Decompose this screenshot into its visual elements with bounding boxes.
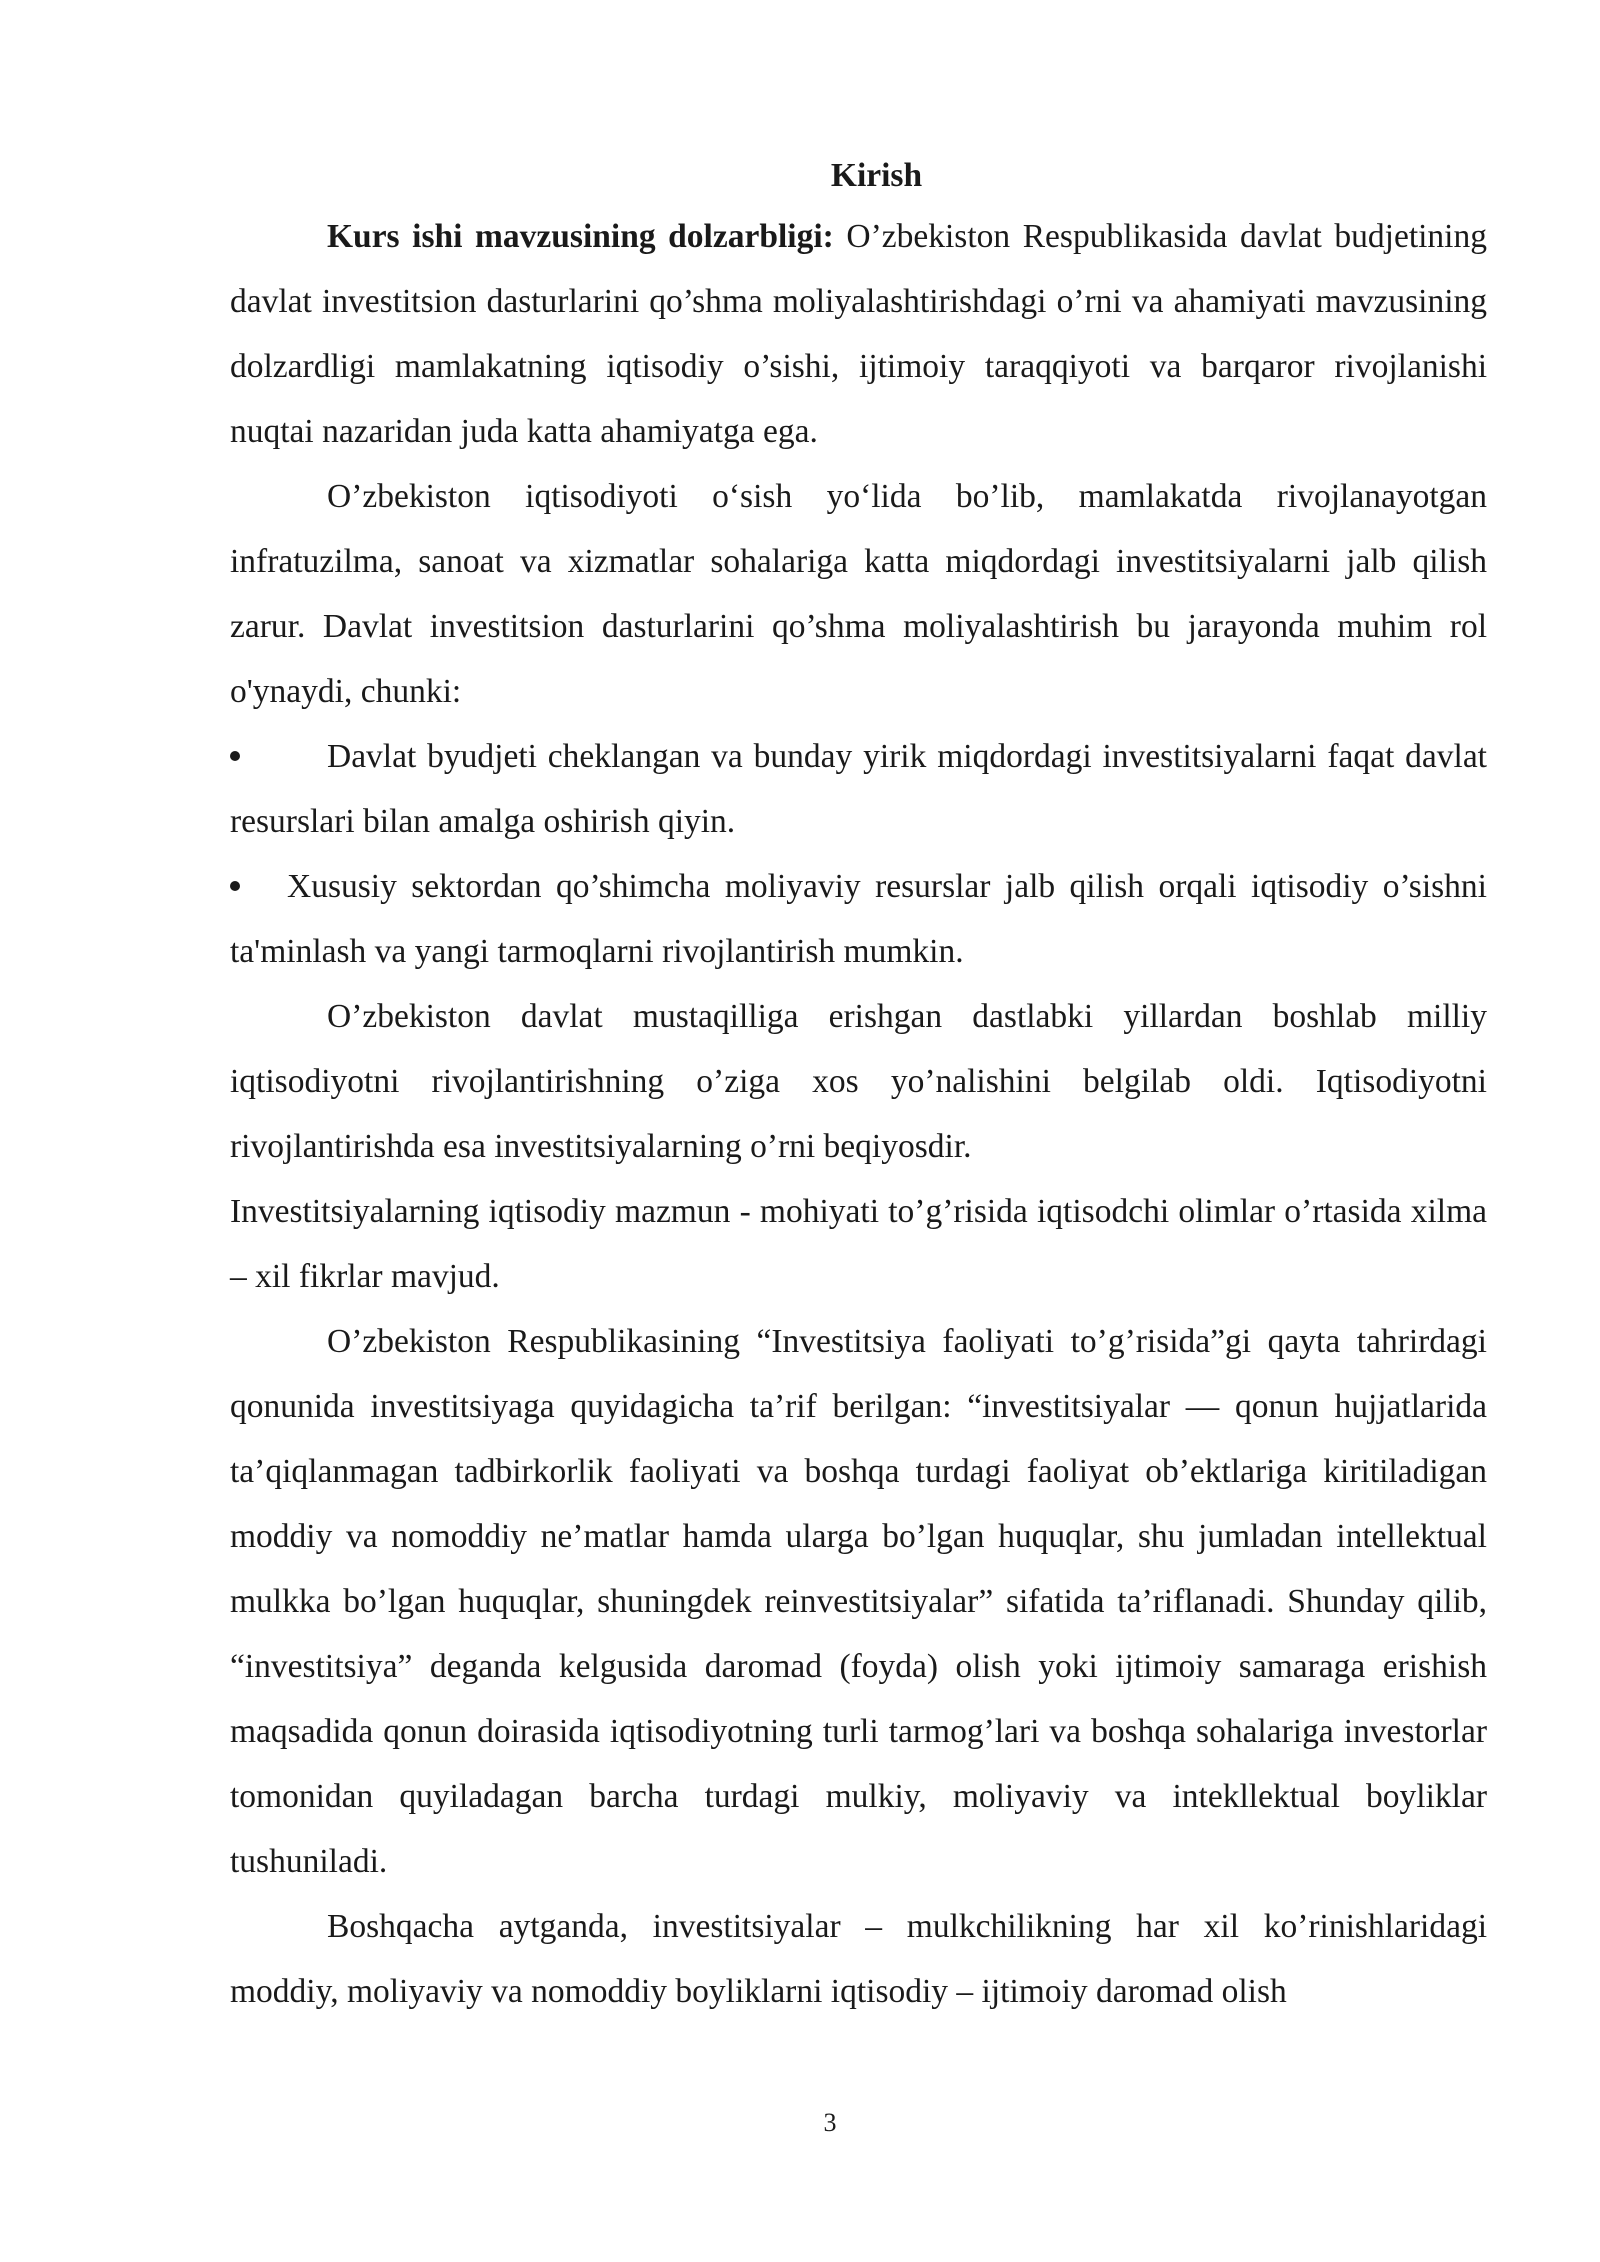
bullet-item-1: [230, 724, 1487, 854]
paragraph-4: Investitsiyalarning iqtisodiy mazmun - mohiyati to’g’risida iqtisodchi olimlar o’rtasida xilma – xil fikrlar mavjud.: [230, 1193, 1487, 1295]
document-page: [230, 148, 1487, 2024]
bullet-text-1: Davlat byudjeti cheklangan va bunday yirik miqdordagi investitsiyalarni faqat davlat resurslari bilan amalga oshirish qiyin.: [230, 738, 1487, 840]
paragraph-2: O’zbekiston iqtisodiyoti o‘sish yo‘lida bo’lib, mamlakatda rivojlanayotgan infratuzilma, sanoat va xizmatlar sohalariga katta miqdordagi investitsiyalarni jalb qilish zarur. Davlat investitsion dasturlarini qo’shma moliyalashtirish bu jarayonda muhim rol o'ynaydi, chunki:: [230, 478, 1487, 710]
paragraph-5: O’zbekiston Respublikasining “Investitsiya faoliyati to’g’risida”gi qayta tahrirdagi qonunida investitsiyaga quyidagicha ta’rif berilgan: “investitsiyalar — qonun hujjatlarida ta’qiqlanmagan tadbirkorlik faoliyati va boshqa turdagi faoliyat ob’ektlariga kiritiladigan moddiy va nomoddiy ne’matlar hamda ularga bo’lgan huquqlar, shu jumladan intellektual mulkka bo’lgan huquqlar, shuningdek reinvestitsiyalar” sifatida ta’riflanadi. Shunday qilib, “investitsiya” deganda kelgusida daromad (foyda) olish yoki ijtimoiy samaraga erishish maqsadida qonun doirasida iqtisodiyotning turli tarmog’lari va boshqa sohalariga investorlar tomonidan quyiladagan barcha turdagi mulkiy, moliyaviy va intekllektual boyliklar tushuniladi.: [230, 1323, 1487, 1880]
intro-paragraph: [230, 204, 1487, 464]
bullet-item-2: [230, 854, 1487, 984]
page-number: 3: [823, 2108, 837, 2137]
bullet-dot-icon: [230, 881, 240, 891]
paragraph-6: Boshqacha aytganda, investitsiyalar – mulkchilikning har xil ko’rinishlaridagi moddiy, moliyaviy va nomoddiy boyliklarni iqtisodiy – ijtimoiy daromad olish: [230, 1908, 1487, 2010]
bullet-text-2: Xususiy sektordan qo’shimcha moliyaviy resurslar jalb qilish orqali iqtisodiy o’sishni ta'minlash va yangi tarmoqlarni rivojlantirish mumkin.: [230, 868, 1487, 970]
bullet-dot-icon: [230, 751, 240, 761]
intro-text: O’zbekiston Respublikasida davlat budjetining davlat investitsion dasturlarini qo’shma moliyalashtirishdagi o’rni va ahamiyati mavzusining dolzardligi mamlakatning iqtisodiy o’sishi, ijtimoiy taraqqiyoti va barqaror rivojlanishi nuqtai nazaridan juda katta ahamiyatga ega.: [230, 218, 1487, 450]
paragraph-3: O’zbekiston davlat mustaqilliga erishgan dastlabki yillardan boshlab milliy iqtisodiyotni rivojlantirishning o’ziga xos yo’nalishini belgilab oldi. Iqtisodiyotni rivojlantirishda esa investitsiyalarning o’rni beqiyosdir.: [230, 998, 1487, 1165]
intro-lead: Kurs ishi mavzusining dolzarbligi:: [327, 218, 834, 255]
section-heading: Kirish: [830, 157, 923, 194]
